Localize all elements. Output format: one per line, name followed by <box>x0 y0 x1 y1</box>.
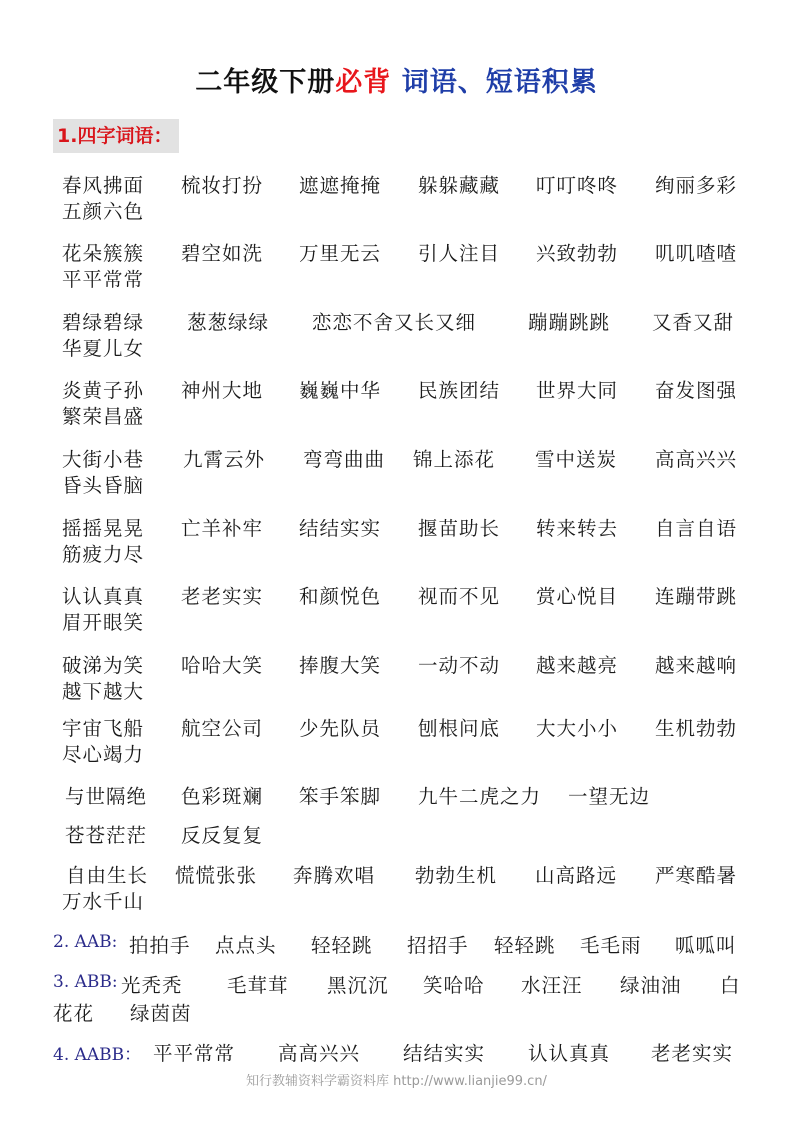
word-item: 万水千山 <box>62 890 145 913</box>
pattern-label: 4. AABB： <box>53 1045 142 1065</box>
word-item: 刨根问底 <box>418 717 501 740</box>
word-item: 奔腾欢唱 <box>293 864 376 887</box>
word-item: 引人注目 <box>418 242 501 265</box>
word-item: 勃勃生机 <box>415 864 498 887</box>
pattern-label: 3. ABB: <box>53 972 118 992</box>
word-item: 又香又甜 <box>652 311 735 334</box>
word-item: 呱呱叫 <box>675 934 737 957</box>
word-item: 九霄云外 <box>183 448 266 471</box>
word-item: 九牛二虎之力 <box>418 785 542 808</box>
word-item: 高高兴兴 <box>278 1042 361 1065</box>
pattern-label: 2. AAB: <box>53 932 118 952</box>
word-item: 转来转去 <box>536 517 619 540</box>
word-item: 摇摇晃晃 <box>62 517 145 540</box>
word-item: 慌慌张张 <box>175 864 258 887</box>
word-item: 一动不动 <box>418 654 501 677</box>
word-item: 苍苍茫茫 <box>65 824 148 847</box>
word-item: 自由生长 <box>66 864 149 887</box>
word-item: 雪中送炭 <box>535 448 618 471</box>
word-item: 华夏儿女 <box>62 337 145 360</box>
word-item: 认认真真 <box>528 1042 611 1065</box>
word-item: 越来越响 <box>655 654 738 677</box>
word-item: 碧空如洗 <box>181 242 264 265</box>
word-item: 黑沉沉 <box>327 974 389 997</box>
word-item: 万里无云 <box>299 242 382 265</box>
word-item: 高高兴兴 <box>655 448 738 471</box>
word-item: 绿油油 <box>620 974 682 997</box>
word-item: 大大小小 <box>536 717 619 740</box>
word-item: 五颜六色 <box>62 200 145 223</box>
word-item: 尽心竭力 <box>62 743 145 766</box>
word-item: 弯弯曲曲 <box>303 448 386 471</box>
word-item: 花花 <box>53 1002 95 1025</box>
word-item: 叮叮咚咚 <box>536 174 619 197</box>
footer-watermark: 知行教辅资料学霸资料库 http://www.lianjie99.cn/ <box>246 1074 547 1089</box>
word-item: 破涕为笑 <box>62 654 145 677</box>
word-item: 严寒酷暑 <box>655 864 738 887</box>
word-item: 光秃秃 <box>121 974 183 997</box>
word-item: 毛毛雨 <box>580 934 642 957</box>
word-item: 葱葱绿绿 <box>187 311 270 334</box>
word-item: 神州大地 <box>181 379 264 402</box>
word-item: 反反复复 <box>181 824 264 847</box>
word-item: 航空公司 <box>181 717 264 740</box>
word-item: 山高路远 <box>535 864 618 887</box>
word-item: 轻轻跳 <box>311 934 373 957</box>
word-item: 亡羊补牢 <box>181 517 264 540</box>
word-item: 白 <box>720 974 741 997</box>
word-item: 民族团结 <box>418 379 501 402</box>
word-item: 轻轻跳 <box>494 934 556 957</box>
word-item: 拍拍手 <box>129 934 191 957</box>
word-item: 越下越大 <box>62 680 145 703</box>
word-item: 生机勃勃 <box>655 717 738 740</box>
word-item: 老老实实 <box>181 585 264 608</box>
word-item: 平平常常 <box>62 268 145 291</box>
word-item: 招招手 <box>407 934 469 957</box>
word-item: 自言自语 <box>655 517 738 540</box>
word-item: 绿茵茵 <box>130 1002 192 1025</box>
word-item: 花朵簇簇 <box>62 242 145 265</box>
word-item: 巍巍中华 <box>299 379 382 402</box>
word-item: 与世隔绝 <box>65 785 148 808</box>
word-item: 奋发图强 <box>655 379 738 402</box>
section-heading-four-char: 1.四字词语： <box>53 119 179 153</box>
title-must: 必背 <box>335 67 392 98</box>
word-item: 揠苗助长 <box>418 517 501 540</box>
word-item: 平平常常 <box>153 1042 236 1065</box>
word-item: 躲躲藏藏 <box>418 174 501 197</box>
word-item: 色彩斑斓 <box>181 785 264 808</box>
word-item: 筋疲力尽 <box>62 543 145 566</box>
word-item: 哈哈大笑 <box>181 654 264 677</box>
word-item: 碧绿碧绿 <box>62 311 145 334</box>
word-item: 结结实实 <box>299 517 382 540</box>
word-item: 锦上添花 <box>413 448 496 471</box>
word-item: 叽叽喳喳 <box>655 242 738 265</box>
word-item: 少先队员 <box>299 717 382 740</box>
word-item: 蹦蹦跳跳 <box>528 311 611 334</box>
word-item: 春风拂面 <box>62 174 145 197</box>
word-item: 恋恋不舍又长又细 <box>312 311 477 334</box>
word-item: 认认真真 <box>62 585 145 608</box>
word-item: 捧腹大笑 <box>299 654 382 677</box>
title-grade: 二年级下册 <box>195 67 336 98</box>
word-item: 大街小巷 <box>62 448 145 471</box>
word-item: 笑哈哈 <box>423 974 485 997</box>
word-item: 和颜悦色 <box>299 585 382 608</box>
word-item: 笨手笨脚 <box>299 785 382 808</box>
word-item: 绚丽多彩 <box>655 174 738 197</box>
word-item: 兴致勃勃 <box>536 242 619 265</box>
word-item: 炎黄子孙 <box>62 379 145 402</box>
word-item: 世界大同 <box>536 379 619 402</box>
word-item: 遮遮掩掩 <box>299 174 382 197</box>
word-item: 繁荣昌盛 <box>62 405 145 428</box>
word-item: 梳妆打扮 <box>181 174 264 197</box>
word-item: 连蹦带跳 <box>655 585 738 608</box>
title-topic: 词语、短语积累 <box>391 67 598 98</box>
page-title <box>0 60 793 99</box>
word-item: 点点头 <box>215 934 277 957</box>
word-item: 宇宙飞船 <box>62 717 145 740</box>
word-item: 毛茸茸 <box>227 974 289 997</box>
word-item: 眉开眼笑 <box>62 611 145 634</box>
word-item: 一望无边 <box>568 785 651 808</box>
word-item: 结结实实 <box>403 1042 486 1065</box>
word-item: 越来越亮 <box>536 654 619 677</box>
word-item: 视而不见 <box>418 585 501 608</box>
word-item: 赏心悦目 <box>536 585 619 608</box>
word-item: 昏头昏脑 <box>62 474 145 497</box>
word-item: 水汪汪 <box>521 974 583 997</box>
word-item: 老老实实 <box>651 1042 734 1065</box>
